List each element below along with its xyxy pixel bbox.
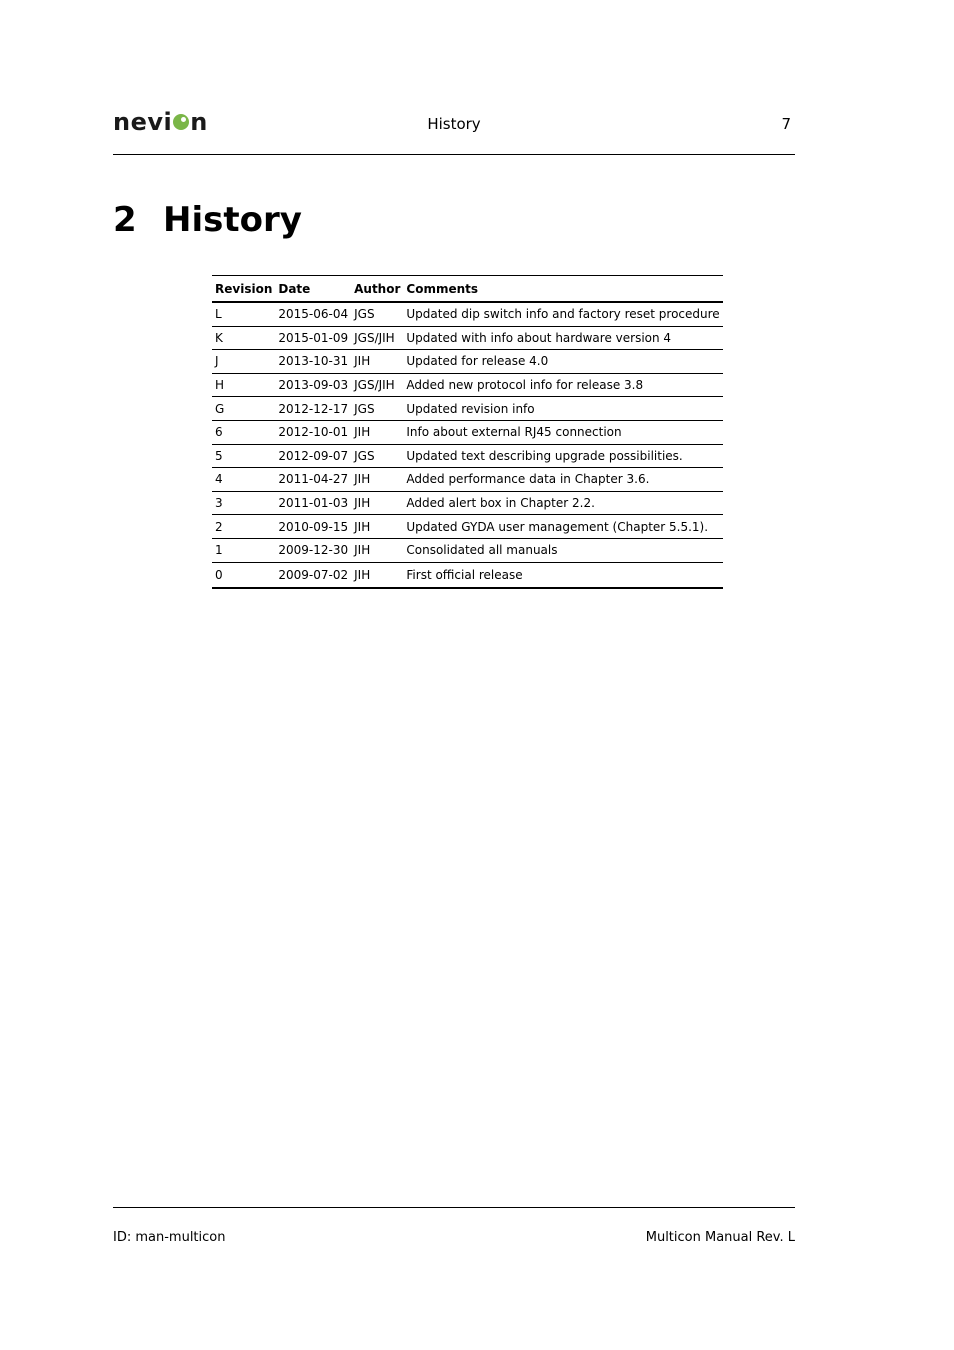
logo-text-prefix: nevi <box>113 108 173 136</box>
column-header-comments: Comments <box>403 276 722 303</box>
date-cell: 2013-09-03 <box>275 373 351 397</box>
manual-revision: Multicon Manual Rev. L <box>645 1230 795 1245</box>
date-cell: 2013-10-31 <box>275 350 351 374</box>
author-cell: JIH <box>351 538 403 562</box>
comments-cell: Updated with info about hardware version 4 <box>403 326 722 350</box>
comments-cell: Consolidated all manuals <box>403 538 722 562</box>
comments-cell: First official release <box>403 562 722 588</box>
author-cell: JGS <box>351 397 403 421</box>
comments-cell: Added alert box in Chapter 2.2. <box>403 491 722 515</box>
table-row <box>212 444 723 468</box>
chapter-number: 2 <box>113 200 137 240</box>
header-divider <box>113 154 795 155</box>
author-cell: JIH <box>351 562 403 588</box>
table-row <box>212 562 723 588</box>
header-title: History <box>427 115 481 133</box>
comments-cell: Updated for release 4.0 <box>403 350 722 374</box>
comments-cell: Added performance data in Chapter 3.6. <box>403 468 722 492</box>
table-row <box>212 302 723 326</box>
revision-cell: 4 <box>212 468 275 492</box>
revision-cell: 5 <box>212 444 275 468</box>
table-row <box>212 468 723 492</box>
date-cell: 2012-10-01 <box>275 420 351 444</box>
comments-cell: Updated dip switch info and factory reset procedure <box>403 302 722 326</box>
column-header-date: Date <box>275 276 351 303</box>
footer-divider <box>113 1207 795 1208</box>
page-header <box>113 108 795 140</box>
comments-cell: Updated text describing upgrade possibilities. <box>403 444 722 468</box>
revision-cell: H <box>212 373 275 397</box>
revision-cell: 0 <box>212 562 275 588</box>
comments-cell: Updated revision info <box>403 397 722 421</box>
date-cell: 2015-06-04 <box>275 302 351 326</box>
revision-cell: 1 <box>212 538 275 562</box>
author-cell: JGS <box>351 302 403 326</box>
revision-cell: 3 <box>212 491 275 515</box>
author-cell: JIH <box>351 515 403 539</box>
author-cell: JGS/JIH <box>351 326 403 350</box>
date-cell: 2015-01-09 <box>275 326 351 350</box>
table-header-row <box>212 276 723 303</box>
revision-cell: G <box>212 397 275 421</box>
comments-cell: Updated GYDA user management (Chapter 5.5.1). <box>403 515 722 539</box>
revision-history-table <box>212 275 723 589</box>
date-cell: 2010-09-15 <box>275 515 351 539</box>
table-row <box>212 373 723 397</box>
comments-cell: Info about external RJ45 connection <box>403 420 722 444</box>
revision-cell: 2 <box>212 515 275 539</box>
author-cell: JIH <box>351 350 403 374</box>
column-header-author: Author <box>351 276 403 303</box>
date-cell: 2011-01-03 <box>275 491 351 515</box>
table-row <box>212 538 723 562</box>
date-cell: 2012-12-17 <box>275 397 351 421</box>
logo-text-suffix: n <box>190 108 208 136</box>
comments-cell: Added new protocol info for release 3.8 <box>403 373 722 397</box>
table-row <box>212 350 723 374</box>
column-header-revision: Revision <box>212 276 275 303</box>
date-cell: 2011-04-27 <box>275 468 351 492</box>
author-cell: JGS <box>351 444 403 468</box>
table-row <box>212 326 723 350</box>
table-row <box>212 491 723 515</box>
author-cell: JIH <box>351 420 403 444</box>
table-row <box>212 515 723 539</box>
date-cell: 2009-07-02 <box>275 562 351 588</box>
revision-cell: 6 <box>212 420 275 444</box>
date-cell: 2012-09-07 <box>275 444 351 468</box>
revision-cell: L <box>212 302 275 326</box>
chapter-heading <box>113 198 302 242</box>
author-cell: JIH <box>351 491 403 515</box>
date-cell: 2009-12-30 <box>275 538 351 562</box>
table-row <box>212 420 723 444</box>
page-number: 7 <box>781 115 791 133</box>
author-cell: JIH <box>351 468 403 492</box>
chapter-title: History <box>163 200 302 240</box>
table-row <box>212 397 723 421</box>
revision-cell: J <box>212 350 275 374</box>
document-id: ID: man-multicon <box>113 1230 226 1245</box>
author-cell: JGS/JIH <box>351 373 403 397</box>
revision-cell: K <box>212 326 275 350</box>
